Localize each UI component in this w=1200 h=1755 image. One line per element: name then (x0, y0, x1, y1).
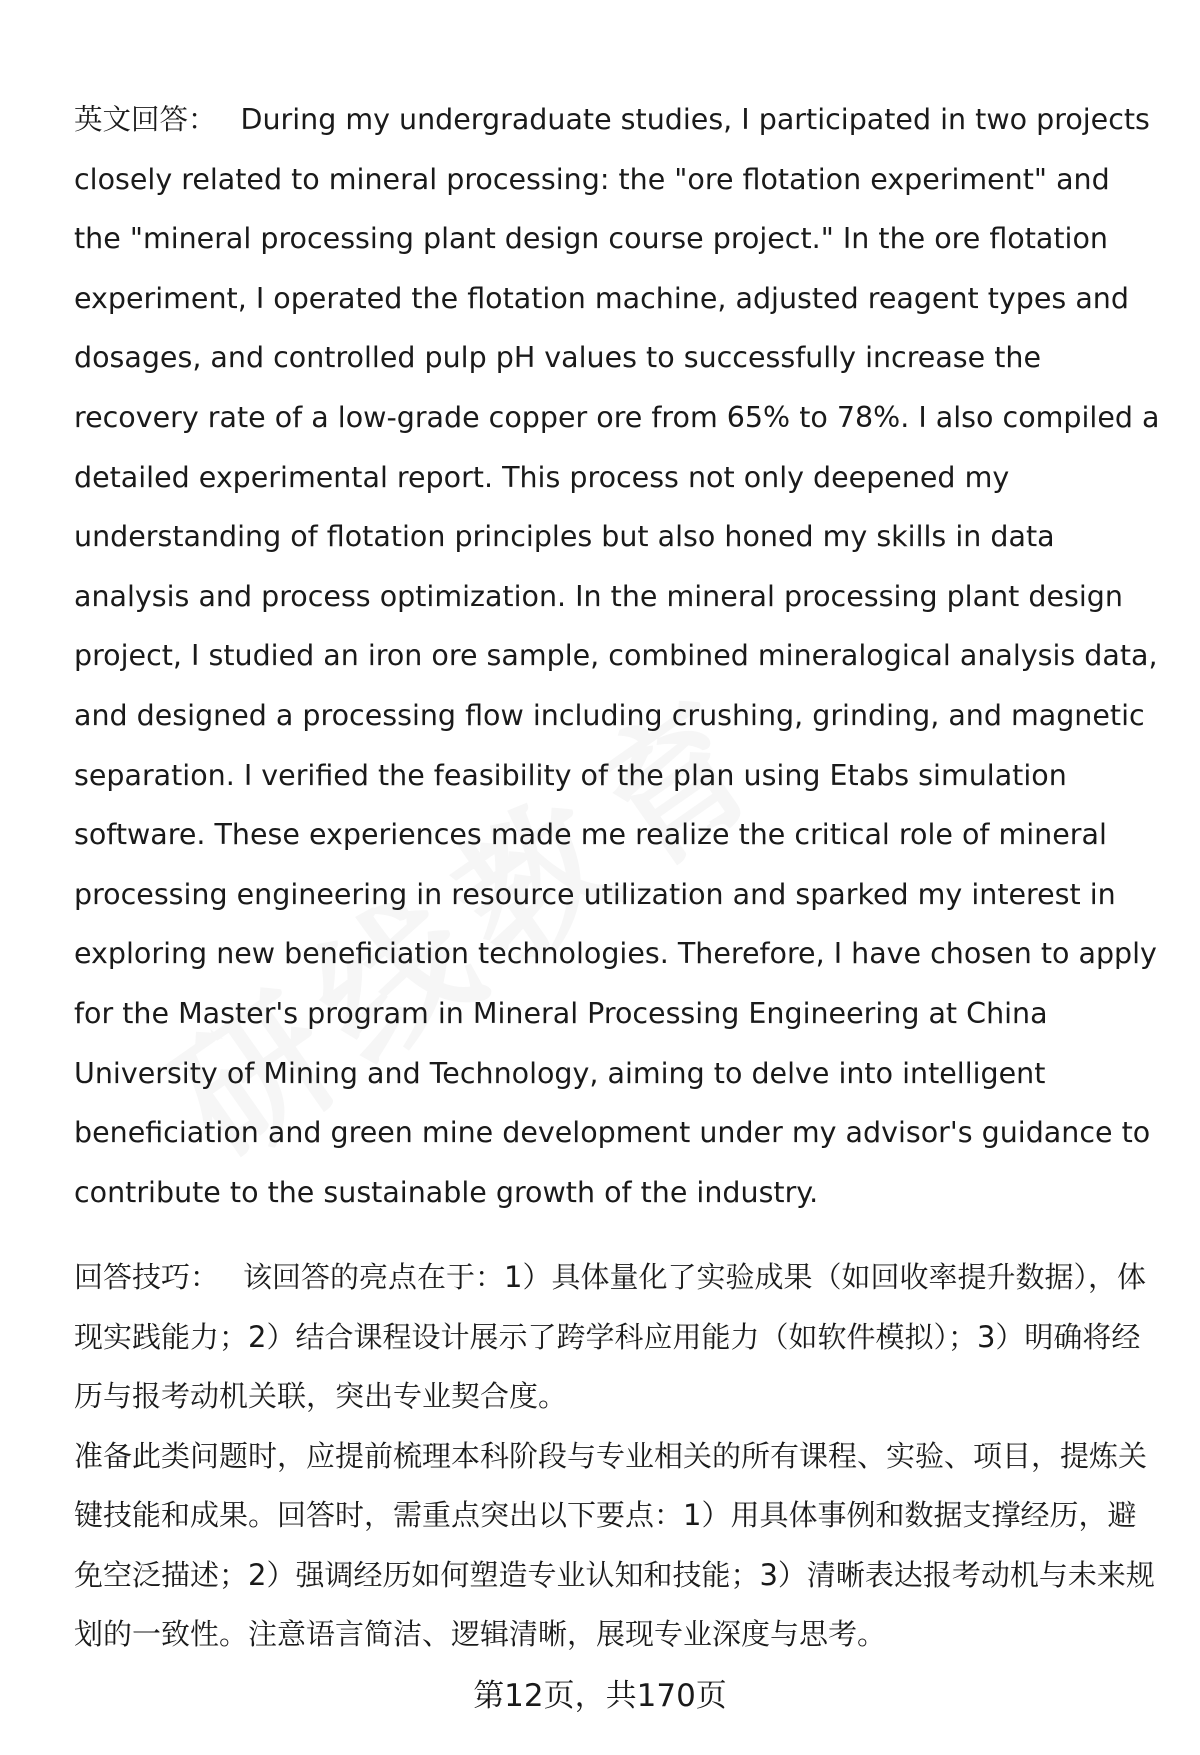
answer-tips-section (74, 1248, 1164, 1665)
english-answer-paragraph (74, 90, 1164, 1222)
tips-paragraph-highlights (74, 1248, 1164, 1427)
tips-paragraph-preparation: 准备此类问题时，应提前梳理本科阶段与专业相关的所有课程、实验、项目，提炼关键技能和成果。回答时，需重点突出以下要点：1）用具体事例和数据支撑经历，避免空泛描述；2）强调经历如何塑造专业认知和技能；3）清晰表达报考动机与未来规划的一致性。注意语言简洁、逻辑清晰，展现专业深度与思考。 (74, 1438, 1155, 1651)
tips-label: 回答技巧： (74, 1260, 220, 1294)
page-number-footer: 第12页，共170页 (473, 1678, 727, 1714)
english-answer-label: 英文回答： (74, 103, 217, 136)
tips-highlights-text: 该回答的亮点在于：1）具体量化了实验成果（如回收率提升数据），体现实践能力；2）结合课程设计展示了跨学科应用能力（如软件模拟）；3）明确将经历与报考动机关联，突出专业契合度。 (74, 1260, 1146, 1413)
english-answer-text: During my undergraduate studies, I participated in two projects closely related to mineral processing: the "ore flotation experiment" and the "mineral processing plant design course project." In the ore flotation experiment, I operated the flotation machine, adjusted reagent types and dosages, and controlled pulp pH values to successfully increase the recovery rate of a low-grade copper ore from 65% to 78%. I also compiled a detailed experimental report. This process not only deepened my understanding of flotation principles but also honed my skills in data analysis and process optimization. In the mineral processing plant design project, I studied an iron ore sample, combined mineralogical analysis data, and designed a processing flow including crushing, grinding, and magnetic separation. I verified the feasibility of the plan using Etabs simulation software. These experiences made me realize the critical role of mineral processing engineering in resource utilization and sparked my interest in exploring new beneficiation technologies. Therefore, I have chosen to apply for the Master's program in Mineral Processing Engineering at China University of Mining and Technology, aiming to delve into intelligent beneficiation and green mine development under my advisor's guidance to contribute to the sustainable growth of the industry. (74, 103, 1160, 1209)
